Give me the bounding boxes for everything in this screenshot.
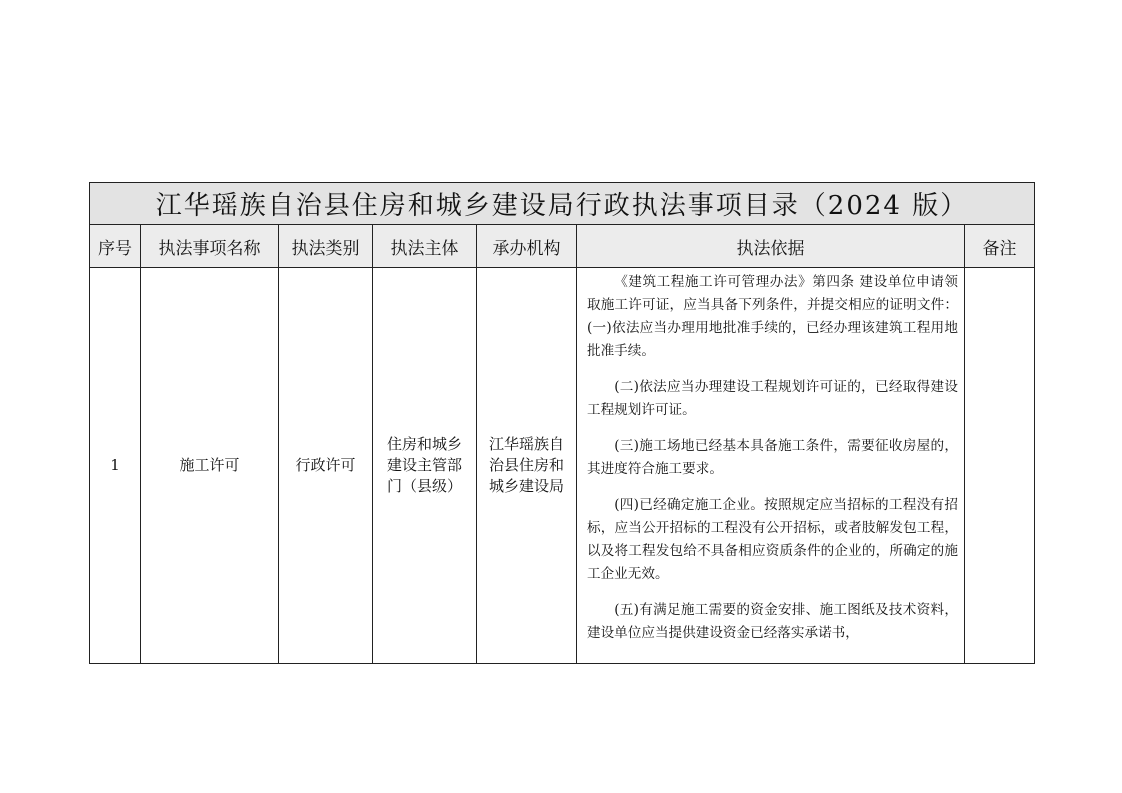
table-row	[90, 268, 1035, 664]
table-header-row	[90, 225, 1035, 268]
table-title: 江华瑶族自治县住房和城乡建设局行政执法事项目录（2024 版）	[90, 183, 1035, 225]
basis-text-block	[587, 268, 958, 663]
enforcement-items-table	[89, 182, 1035, 664]
row-item-name: 施工许可	[141, 268, 279, 664]
header-basis: 执法依据	[577, 225, 965, 268]
row-subject: 住房和城乡建设主管部门（县级）	[373, 268, 477, 664]
header-agency: 承办机构	[477, 225, 577, 268]
row-agency: 江华瑶族自治县住房和城乡建设局	[477, 268, 577, 664]
row-basis	[577, 268, 965, 664]
basis-paragraph: (四)已经确定施工企业。按照规定应当招标的工程没有招标，应当公开招标的工程没有公开招标，或者肢解发包工程，以及将工程发包给不具备相应资质条件的企业的，所确定的施工企业无效。	[587, 497, 958, 582]
header-item-name: 执法事项名称	[141, 225, 279, 268]
header-index: 序号	[90, 225, 141, 268]
basis-paragraph: (五)有满足施工需要的资金安排、施工图纸及技术资料，建设单位应当提供建设资金已经落实承诺书，	[587, 602, 958, 641]
header-remarks: 备注	[965, 225, 1035, 268]
basis-paragraph: (三)施工场地已经基本具备施工条件，需要征收房屋的，其进度符合施工要求。	[587, 438, 958, 477]
basis-paragraph: (二)依法应当办理建设工程规划许可证的，已经取得建设工程规划许可证。	[587, 379, 958, 418]
row-remarks	[965, 268, 1035, 664]
row-index: 1	[90, 268, 141, 664]
header-category: 执法类别	[279, 225, 373, 268]
header-subject: 执法主体	[373, 225, 477, 268]
row-category: 行政许可	[279, 268, 373, 664]
basis-paragraph: 《建筑工程施工许可管理办法》第四条 建设单位申请领取施工许可证，应当具备下列条件，并提交相应的证明文件：(一)依法应当办理用地批准手续的，已经办理该建筑工程用地批准手续。	[587, 274, 958, 359]
